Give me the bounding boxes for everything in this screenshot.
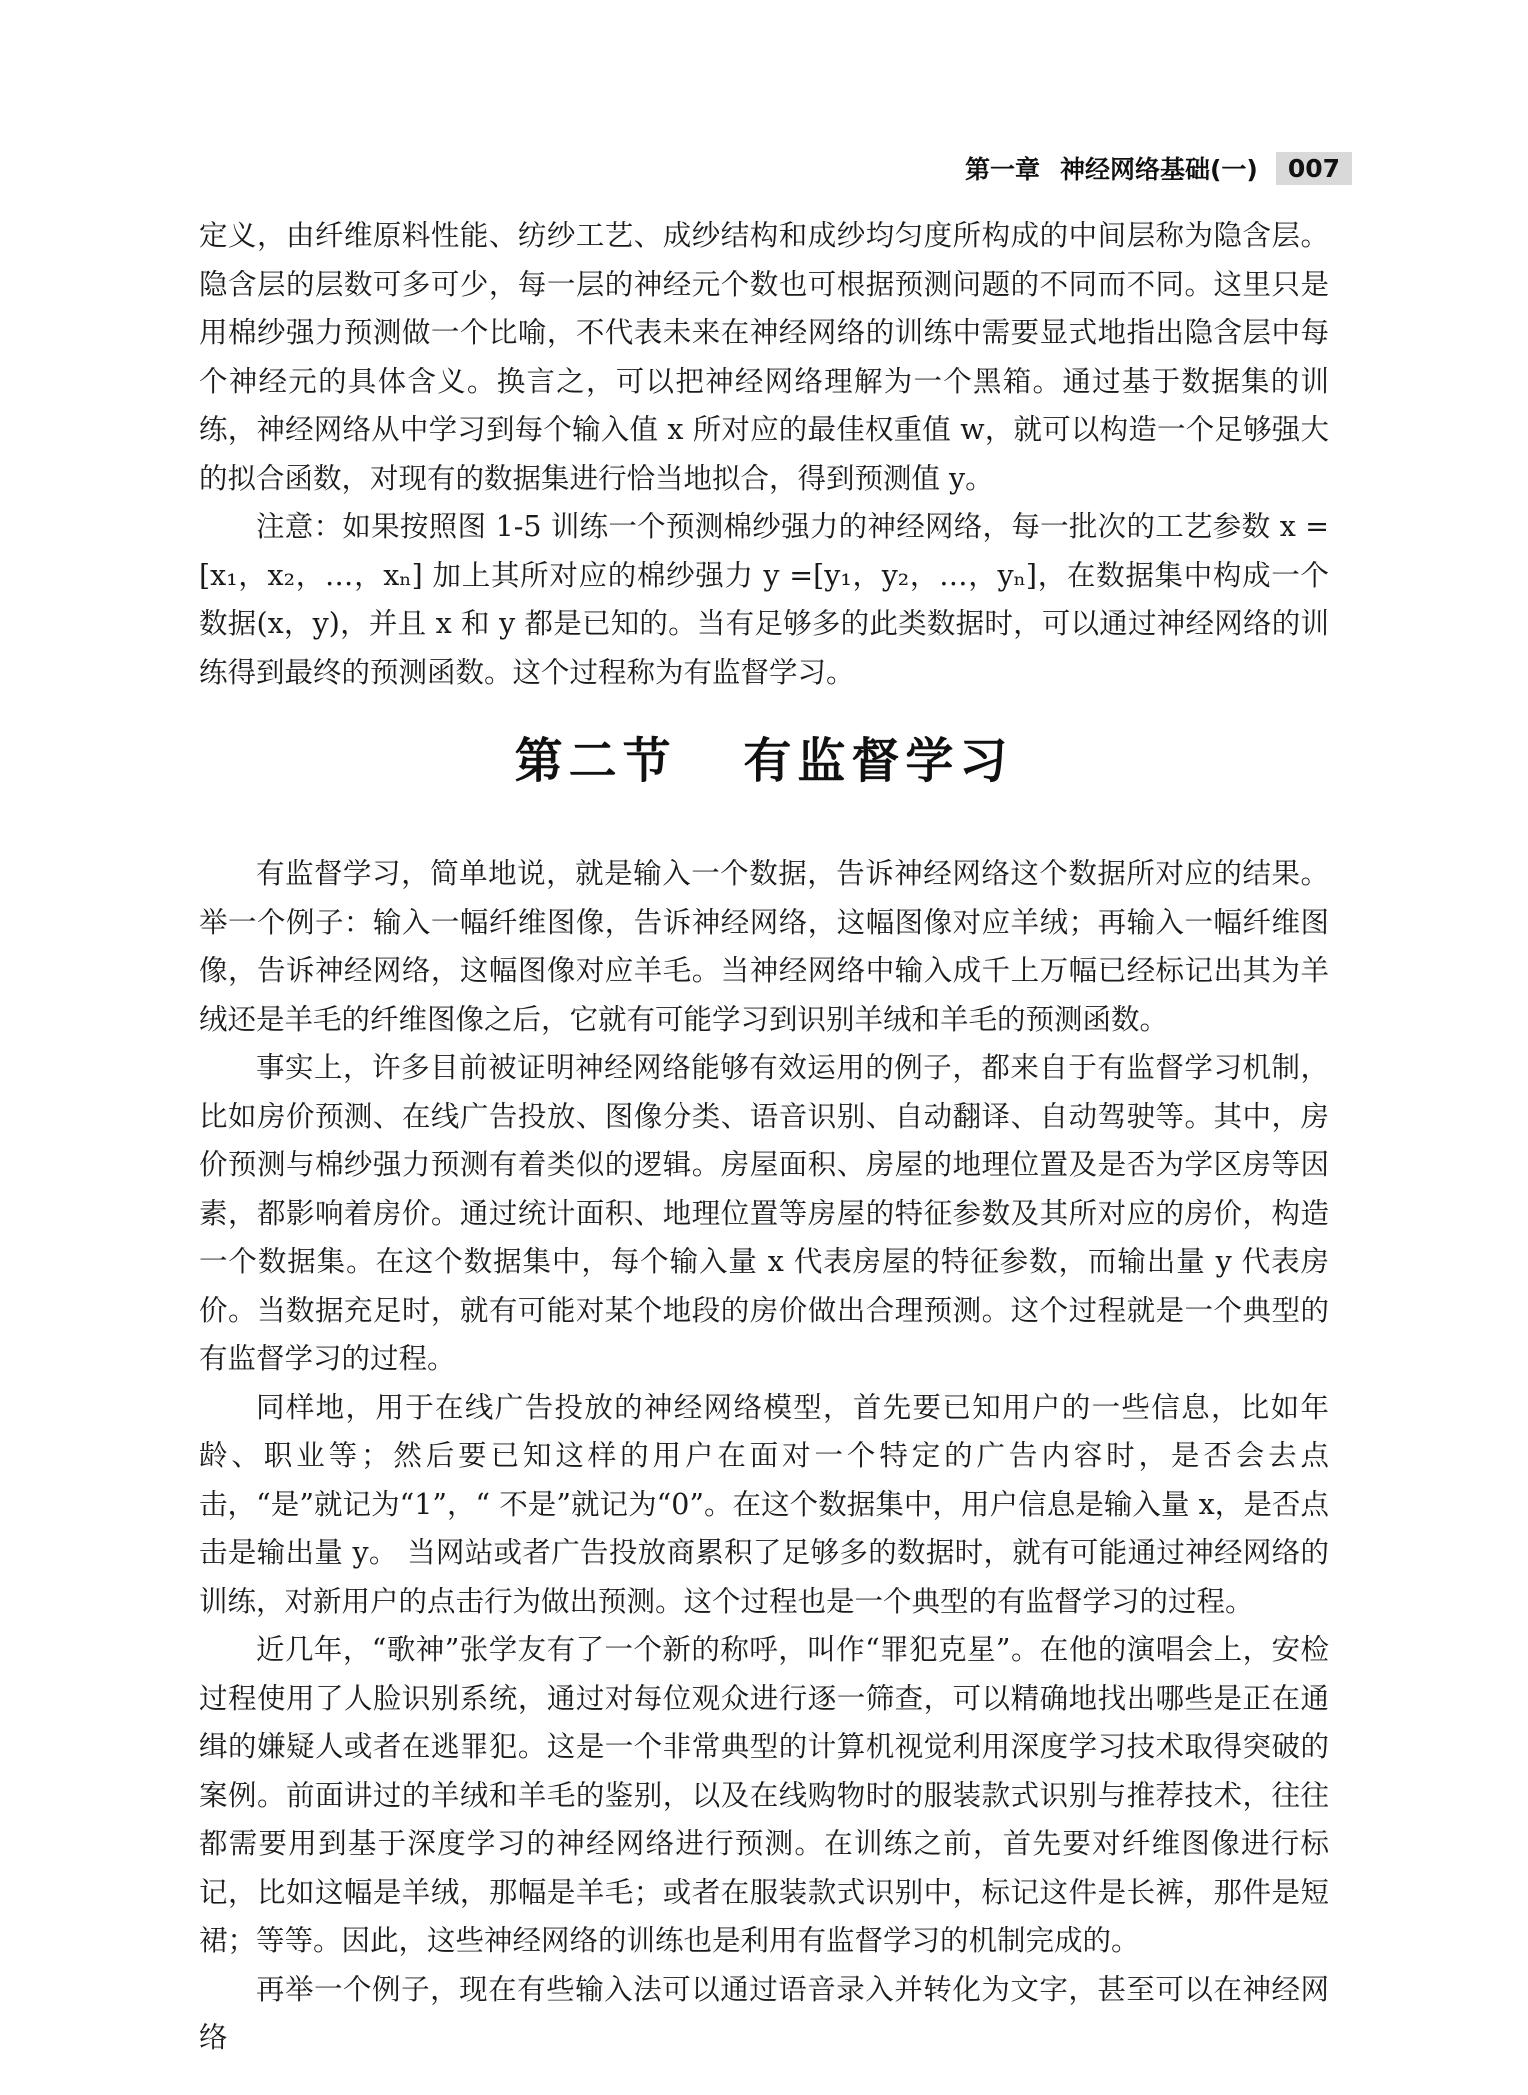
text-block-top [199,212,1329,697]
paragraph: 定义，由纤维原料性能、纺纱工艺、成纱结构和成纱均匀度所构成的中间层称为隐含层。隐含层的层数可多可少，每一层的神经元个数也可根据预测问题的不同而不同。这里只是用棉纱强力预测做一个比喻，不代表未来在神经网络的训练中需要显式地指出隐含层中每个神经元的具体含义。换言之，可以把神经网络理解为一个黑箱。通过基于数据集的训练，神经网络从中学习到每个输入值 x 所对应的最佳权重值 w，就可以构造一个足够强大的拟合函数，对现有的数据集进行恰当地拟合，得到预测值 y。 [199,219,1329,495]
paragraph: 再举一个例子，现在有些输入法可以通过语音录入并转化为文字，甚至可以在神经网络 [199,1972,1329,2054]
section-title: 有监督学习 [743,733,1014,789]
chapter-label: 第一章 [964,155,1040,184]
paragraph: 近几年，“歌神”张学友有了一个新的称呼，叫作“罪犯克星”。在他的演唱会上，安检过程使用了人脸识别系统，通过对每位观众进行逐一筛查，可以精确地找出哪些是正在通缉的嫌疑人或者在逃罪犯。这是一个非常典型的计算机视觉利用深度学习技术取得突破的案例。前面讲过的羊绒和羊毛的鉴别，以及在线购物时的服装款式识别与推荐技术，往往都需要用到基于深度学习的神经网络进行预测。在训练之前，首先要对纤维图像进行标记，比如这幅是羊绒，那幅是羊毛；或者在服装款式识别中，标记这件是长裤，那件是短裙；等等。因此，这些神经网络的训练也是利用有监督学习的机制完成的。 [199,1633,1329,1957]
running-header [965,150,1352,186]
page-number: 007 [1276,152,1352,185]
paragraph: 同样地，用于在线广告投放的神经网络模型，首先要已知用户的一些信息，比如年龄、职业等；然后要已知这样的用户在面对一个特定的广告内容时，是否会去点击，“是”就记为“1”，“ 不是”就记为“0”。在这个数据集中，用户信息是输入量 x，是否点击是输出量 y。 当网站或者广告投放商累积了足够多的数据时，就有可能通过神经网络的训练，对新用户的点击行为做出预测。这个过程也是一个典型的有监督学习的过程。 [199,1390,1329,1618]
section-heading [0,722,1528,791]
paragraph: 有监督学习，简单地说，就是输入一个数据，告诉神经网络这个数据所对应的结果。举一个例子：输入一幅纤维图像，告诉神经网络，这幅图像对应羊绒；再输入一幅纤维图像，告诉神经网络，这幅图像对应羊毛。当神经网络中输入成千上万幅已经标记出其为羊绒还是羊毛的纤维图像之后，它就有可能学习到识别羊绒和羊毛的预测函数。 [199,857,1329,1036]
paragraph: 注意：如果按照图 1-5 训练一个预测棉纱强力的神经网络，每一批次的工艺参数 x = [x₁，x₂，…，xₙ] 加上其所对应的棉纱强力 y =[y₁，y₂，…，yₙ]，在数据集中构成一个数据(x，y)，并且 x 和 y 都是已知的。当有足够多的此类数据时，可以通过神经网络的训练得到最终的预测函数。这个过程称为有监督学习。 [199,510,1329,689]
text-block-main [199,850,1329,2063]
paragraph: 事实上，许多目前被证明神经网络能够有效运用的例子，都来自于有监督学习机制，比如房价预测、在线广告投放、图像分类、语音识别、自动翻译、自动驾驶等。其中，房价预测与棉纱强力预测有着类似的逻辑。房屋面积、房屋的地理位置及是否为学区房等因素，都影响着房价。通过统计面积、地理位置等房屋的特征参数及其所对应的房价，构造一个数据集。在这个数据集中，每个输入量 x 代表房屋的特征参数，而输出量 y 代表房价。当数据充足时，就有可能对某个地段的房价做出合理预测。这个过程就是一个典型的有监督学习的过程。 [199,1051,1329,1375]
section-number: 第二节 [514,733,677,789]
chapter-title: 神经网络基础(一) [1059,155,1258,184]
